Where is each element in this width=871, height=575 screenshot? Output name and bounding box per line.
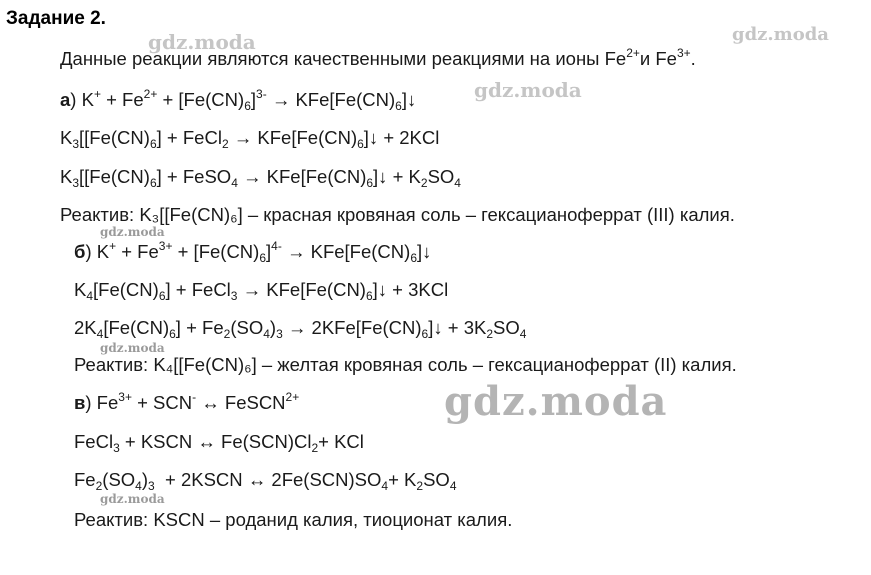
section-a-label: а: [60, 89, 71, 110]
section-c-label: в: [74, 392, 86, 413]
equation-a-2: $K_3[[Fe(CN)_6]$ + FeSO$_4$ → $KFe[Fe(CN)_6]↓ + K_2SO_4$: [60, 166, 461, 190]
equation-c-ionic: в) $Fe^{3+} + SCN^-$ ↔ FeSCN$^{2+}$: [74, 390, 300, 413]
watermark: gdz.moda: [444, 378, 668, 425]
equation-c-2: $Fe_2(SO_4)_3$ + 2KSCN ↔ $2Fe(SCN)SO_4+ K_2SO_4$: [74, 469, 457, 493]
equation-a-1: $K_3[[Fe(CN)_6]$ + FeCl$_2$ → $KFe[Fe(CN)_6]↓ + 2KCl$: [60, 127, 440, 151]
equation-b-2: $2K_4[Fe(CN)_6] + Fe_2(SO_4)_3$ → $2KFe[Fe(CN)_6]↓ + 3K_2SO_4$: [74, 317, 527, 341]
reagent-a: Реактив: K₃[[Fe(CN)₆] – красная кровяная соль – гексацианоферрат (III) калия.: [60, 204, 735, 225]
equation-c-1: FeCl$_3$ + KSCN ↔ $Fe(SCN)Cl_2+$ KCl: [74, 431, 364, 455]
watermark: gdz.moda: [474, 78, 582, 102]
equation-b-1: $K_4[Fe(CN)_6]$ + FeCl$_3$ → $KFe[Fe(CN)_6]↓ + 3KCl$: [74, 279, 449, 303]
reagent-c: Реактив: KSCN – роданид калия, тиоционат калия.: [74, 509, 513, 530]
watermark: gdz.moda: [732, 24, 829, 45]
watermark: gdz.moda: [100, 225, 165, 239]
watermark: gdz.moda: [100, 341, 165, 355]
page-title: Задание 2.: [6, 8, 106, 29]
equation-b-ionic: б) $K^+ + Fe^{3+} + [Fe(CN)_6]^{4-}$ → $KFe[Fe(CN)_6]↓$: [74, 239, 432, 265]
section-b-label: б: [74, 241, 86, 262]
reagent-b: Реактив: K₄[[Fe(CN)₆] – желтая кровяная соль – гексацианоферрат (II) калия.: [74, 354, 737, 375]
intro-text: Данные реакции являются качественными реакциями на ионы $Fe^{2+}и$ $Fe^{3+}$.: [60, 46, 696, 69]
watermark: gdz.moda: [148, 30, 256, 54]
watermark: gdz.moda: [100, 492, 165, 506]
equation-a-ionic: а) $K^+ + Fe^{2+} + [Fe(CN)_6]^{3-}$ → $KFe[Fe(CN)_6]↓$: [60, 87, 417, 113]
